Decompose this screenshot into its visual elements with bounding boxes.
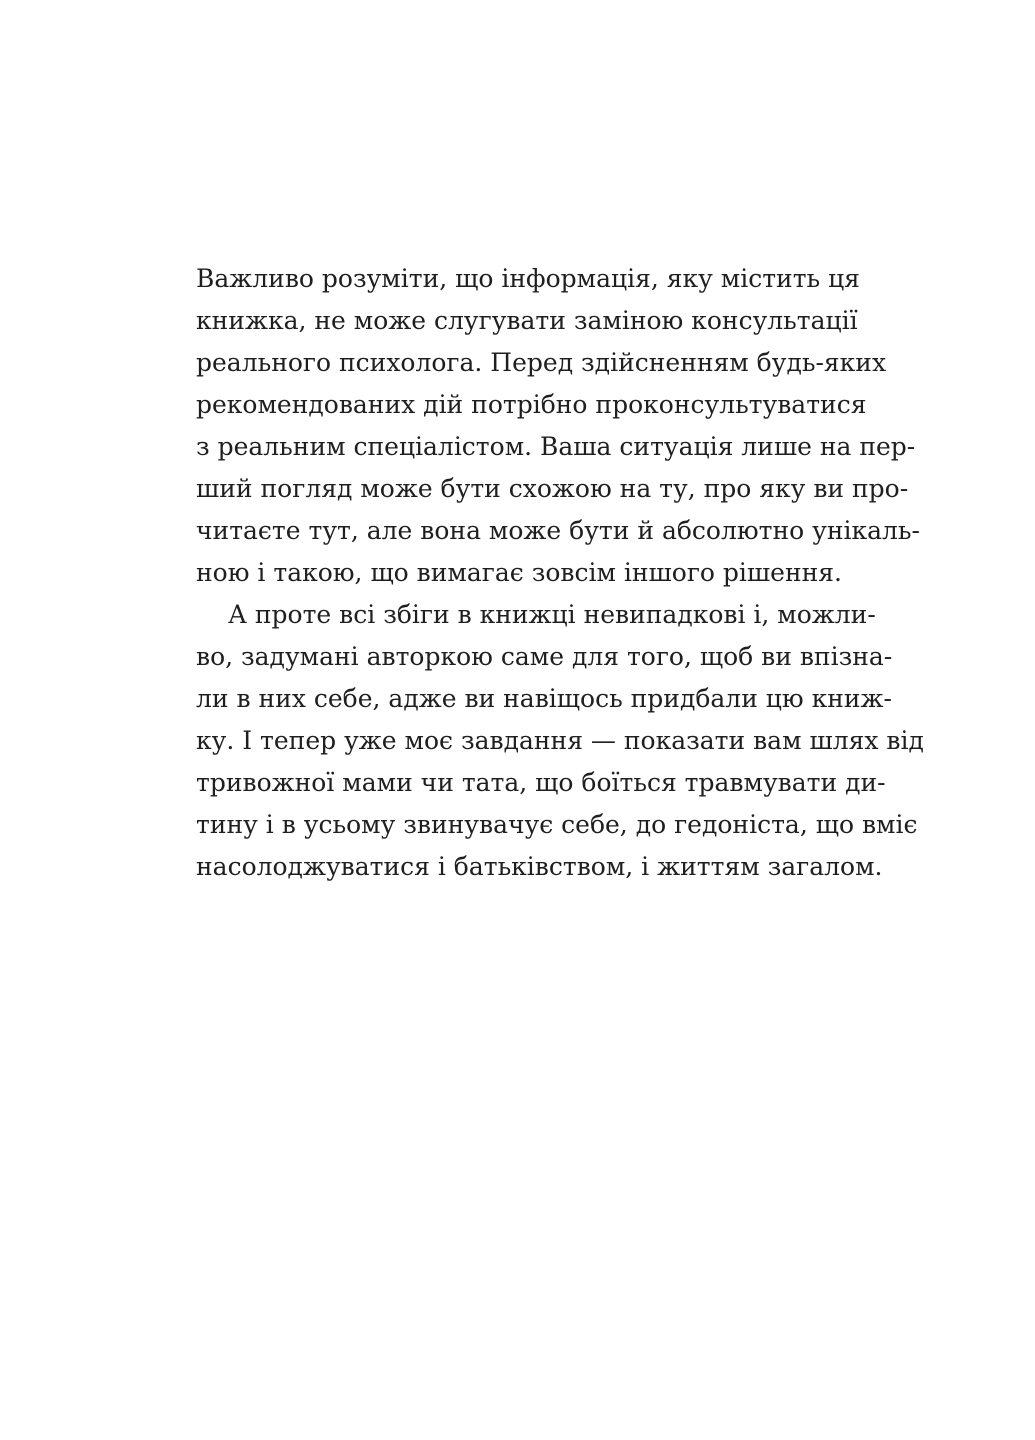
text-line: ли в них себе, адже ви навіщось придбали цю книж-	[196, 684, 892, 713]
paragraph-2	[196, 594, 924, 888]
text-line: Важливо розуміти, що інформація, яку містить ця	[196, 264, 860, 293]
text-line: во, задумані авторкою саме для того, щоб ви впізна-	[196, 642, 893, 671]
text-line: тривожної мами чи тата, що боїться травмувати ди-	[196, 768, 886, 797]
text-line: рекомендованих дій потрібно проконсультуватися	[196, 390, 867, 419]
text-line: книжка, не може слугувати заміною консультації	[196, 306, 858, 335]
body-text	[196, 258, 924, 888]
text-line: ку. І тепер уже моє завдання — показати вам шлях від	[196, 726, 924, 755]
text-line: читаєте тут, але вона може бути й абсолютно унікаль-	[196, 516, 920, 545]
text-line: ший погляд може бути схожою на ту, про яку ви про-	[196, 474, 909, 503]
text-line: з реальним спеціалістом. Ваша ситуація лише на пер-	[196, 432, 916, 461]
text-line: ною і такою, що вимагає зовсім іншого рішення.	[196, 558, 842, 587]
paragraph-1	[196, 258, 920, 594]
text-line: реального психолога. Перед здійсненням будь-яких	[196, 348, 887, 377]
text-line: насолоджуватися і батьківством, і життям загалом.	[196, 852, 883, 881]
text-line: тину і в усьому звинувачує себе, до гедоніста, що вміє	[196, 810, 918, 839]
text-line: А проте всі збіги в книжці невипадкові і, можли-	[228, 600, 876, 629]
